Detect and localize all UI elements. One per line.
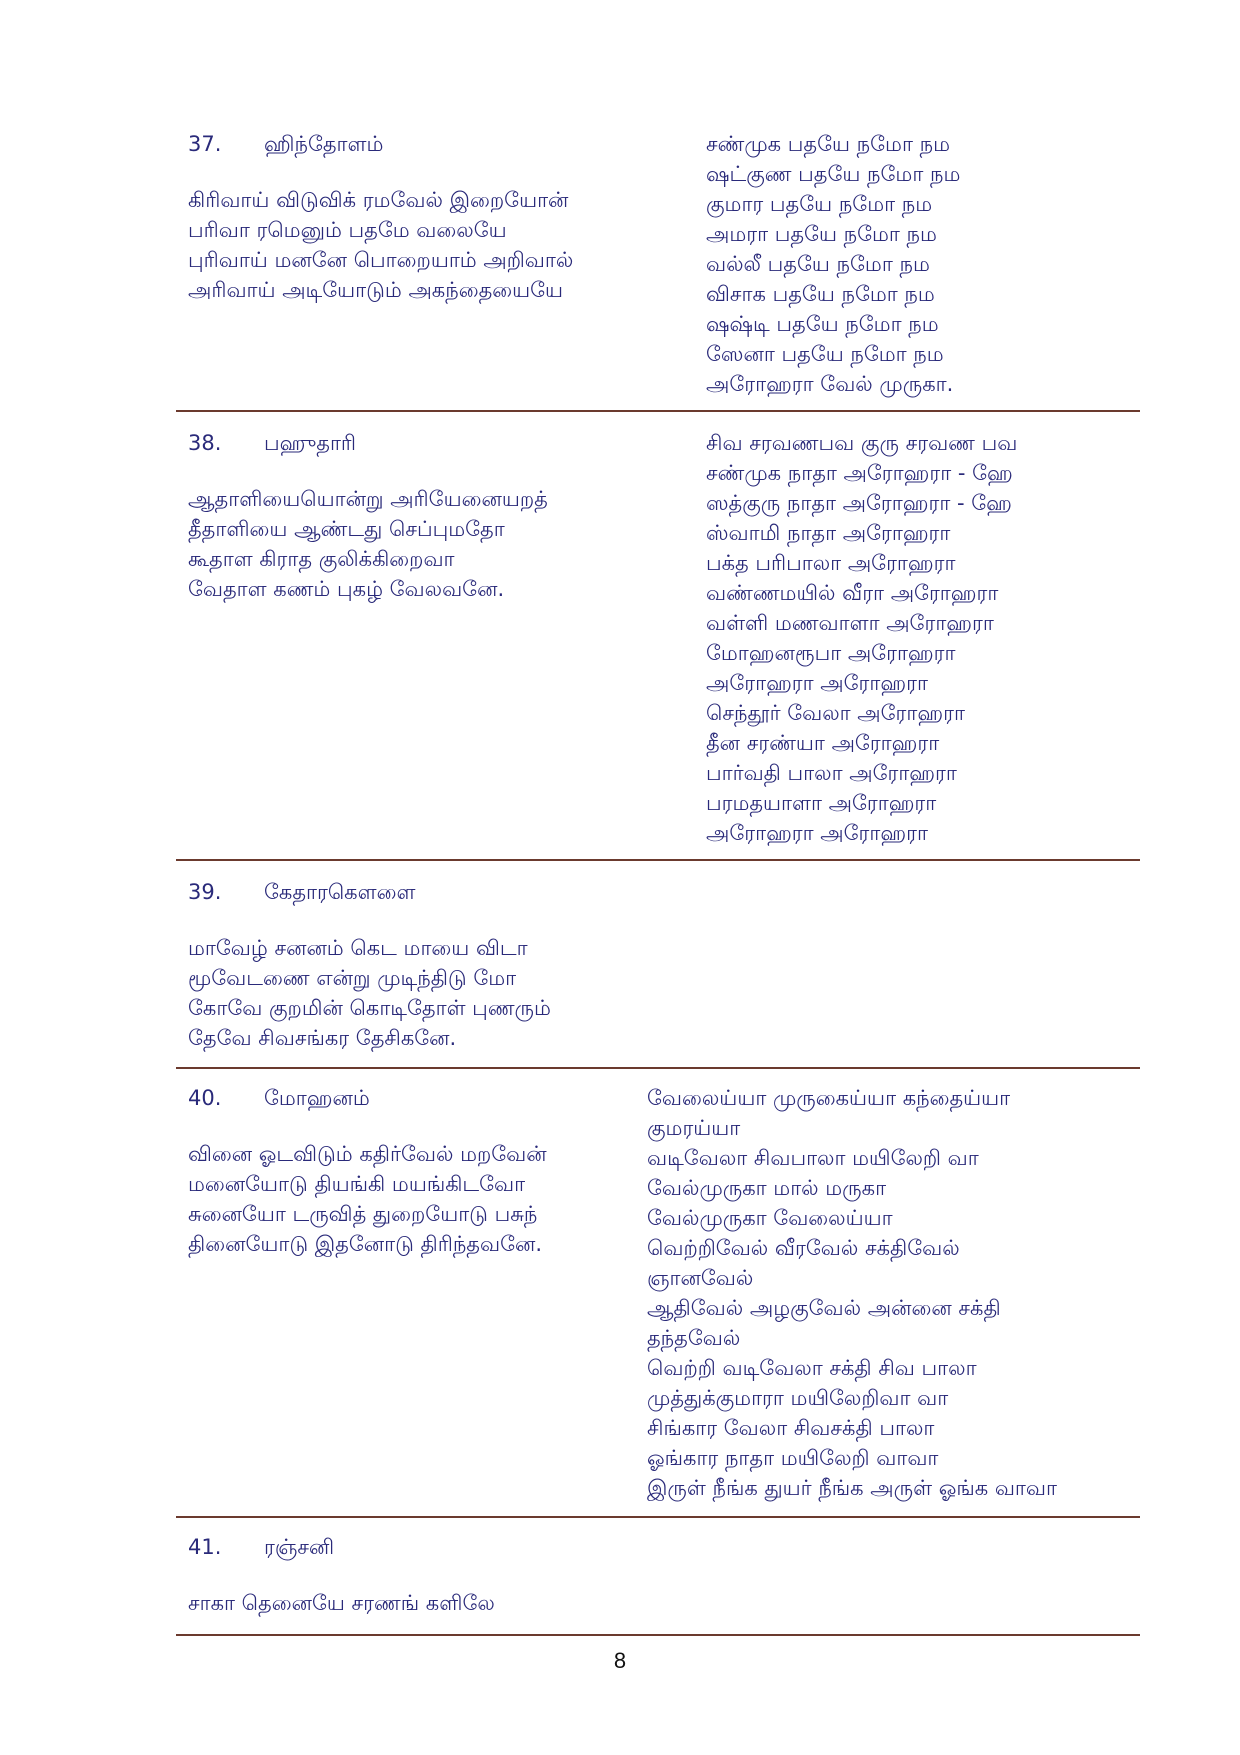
chant-line: அரோஹரா அரோஹரா: [706, 671, 928, 695]
section-divider: [176, 859, 1140, 861]
verse-block: [188, 1139, 547, 1259]
chant-line: செந்தூர் வேலா அரோஹரா: [706, 701, 965, 725]
chant-line: ஸத்குரு நாதா அரோஹரா - ஹே: [706, 491, 1012, 515]
section-heading: [188, 1083, 370, 1113]
chant-line: தீன சரண்யா அரோஹரா: [706, 731, 940, 755]
chant-line: பரமதயாளா அரோஹரா: [706, 791, 937, 815]
chant-line: வள்ளி மணவாளா அரோஹரா: [706, 611, 994, 635]
verse-line: தினையோடு இதனோடு திரிந்தவனே.: [188, 1232, 543, 1256]
chant-line: ஓங்கார நாதா மயிலேறி வாவா: [647, 1446, 939, 1470]
chant-line: சண்முக பதயே நமோ நம: [706, 132, 950, 156]
verse-line: ஆதாளியையொன்று அரியேனையறத்: [188, 487, 548, 511]
section-heading: [188, 428, 356, 458]
verse-line: மூவேடணை என்று முடிந்திடு மோ: [188, 966, 517, 990]
verse-line: கிரிவாய் விடுவிக் ரமவேல் இறையோன்: [188, 188, 569, 212]
chant-line: பார்வதி பாலா அரோஹரா: [706, 761, 957, 785]
verse-block: [188, 1588, 495, 1618]
chant-line: குமரய்யா: [647, 1116, 741, 1140]
chant-line: சண்முக நாதா அரோஹரா - ஹே: [706, 461, 1013, 485]
section-divider: [176, 410, 1140, 412]
section-divider: [176, 1634, 1140, 1636]
verse-block: [188, 185, 573, 305]
verse-line: சாகா தெனையே சரணங் களிலே: [188, 1591, 495, 1615]
chant-line: விசாக பதயே நமோ நம: [706, 282, 935, 306]
section-heading: [188, 129, 383, 159]
section-number: 37.: [188, 132, 222, 156]
verse-line: புரிவாய் மனனே பொறையாம் அறிவால்: [188, 248, 574, 272]
section-number: 38.: [188, 431, 222, 455]
chant-line: அரோஹரா அரோஹரா: [706, 821, 928, 845]
chant-line: வல்லீ பதயே நமோ நம: [706, 252, 930, 276]
verse-line: பரிவா ரமெனும் பதமே வலையே: [188, 218, 507, 242]
chant-line: ஸ்வாமி நாதா அரோஹரா: [706, 521, 951, 545]
chant-line: ஷட்குண பதயே நமோ நம: [706, 162, 961, 186]
chant-block: [706, 428, 1017, 848]
chant-line: குமார பதயே நமோ நம: [706, 192, 933, 216]
chant-block: [647, 1083, 1057, 1503]
verse-line: மனையோடு தியங்கி மயங்கிடவோ: [188, 1172, 526, 1196]
chant-line: அரோஹரா வேல் முருகா.: [706, 372, 954, 396]
section-number: 39.: [188, 880, 222, 904]
section-number: 41.: [188, 1535, 222, 1559]
section-number: 40.: [188, 1086, 222, 1110]
raga-name: பஹுதாரி: [264, 431, 357, 455]
chant-line: வெற்றி வடிவேலா சக்தி சிவ பாலா: [647, 1356, 977, 1380]
verse-line: அரிவாய் அடியோடும் அகந்தையையே: [188, 278, 564, 302]
section-heading: [188, 1532, 334, 1562]
chant-line: வேல்முருகா மால் மருகா: [647, 1176, 887, 1200]
section-heading: [188, 877, 415, 907]
verse-line: வினை ஓடவிடும் கதிர்வேல் மறவேன்: [188, 1142, 547, 1166]
verse-line: தீதாளியை ஆண்டது செப்புமதோ: [188, 517, 505, 541]
raga-name: கேதாரகௌளை: [264, 880, 416, 904]
chant-line: வேல்முருகா வேலைய்யா: [647, 1206, 893, 1230]
chant-line: ஷஷ்டி பதயே நமோ நம: [706, 312, 939, 336]
chant-line: வண்ணமயில் வீரா அரோஹரா: [706, 581, 999, 605]
chant-line: தந்தவேல்: [647, 1326, 741, 1350]
verse-line: மாவேழ் சனனம் கெட மாயை விடா: [188, 936, 528, 960]
chant-line: வெற்றிவேல் வீரவேல் சக்திவேல்: [647, 1236, 960, 1260]
page-number: 8: [613, 1648, 627, 1673]
chant-line: வேலைய்யா முருகைய்யா கந்தைய்யா: [647, 1086, 1011, 1110]
chant-line: சிங்கார வேலா சிவசக்தி பாலா: [647, 1416, 935, 1440]
verse-line: வேதாள கணம் புகழ் வேலவனே.: [188, 577, 505, 601]
chant-line: மோஹனரூபா அரோஹரா: [706, 641, 956, 665]
verse-line: சுனையோ டருவித் துறையோடு பசுந்: [188, 1202, 538, 1226]
section-divider: [176, 1067, 1140, 1069]
chant-line: அமரா பதயே நமோ நம: [706, 222, 937, 246]
chant-line: ஞானவேல்: [647, 1266, 754, 1290]
verse-line: தேவே சிவசங்கர தேசிகனே.: [188, 1026, 457, 1050]
chant-line: ஸேனா பதயே நமோ நம: [706, 342, 944, 366]
raga-name: ஹிந்தோளம்: [264, 132, 384, 156]
chant-block: [706, 129, 960, 399]
verse-block: [188, 933, 551, 1053]
chant-line: வடிவேலா சிவபாலா மயிலேறி வா: [647, 1146, 979, 1170]
chant-line: பக்த பரிபாலா அரோஹரா: [706, 551, 956, 575]
verse-block: [188, 484, 548, 604]
raga-name: ரஞ்சனி: [264, 1535, 335, 1559]
chant-line: ஆதிவேல் அழகுவேல் அன்னை சக்தி: [647, 1296, 1001, 1320]
chant-line: இருள் நீங்க துயர் நீங்க அருள் ஓங்க வாவா: [647, 1476, 1057, 1500]
chant-line: சிவ சரவணபவ குரு சரவண பவ: [706, 431, 1018, 455]
chant-line: முத்துக்குமாரா மயிலேறிவா வா: [647, 1386, 949, 1410]
section-divider: [176, 1516, 1140, 1518]
verse-line: கோவே குறமின் கொடிதோள் புணரும்: [188, 996, 551, 1020]
verse-line: கூதாள கிராத குலிக்கிறைவா: [188, 547, 455, 571]
raga-name: மோஹனம்: [264, 1086, 370, 1110]
